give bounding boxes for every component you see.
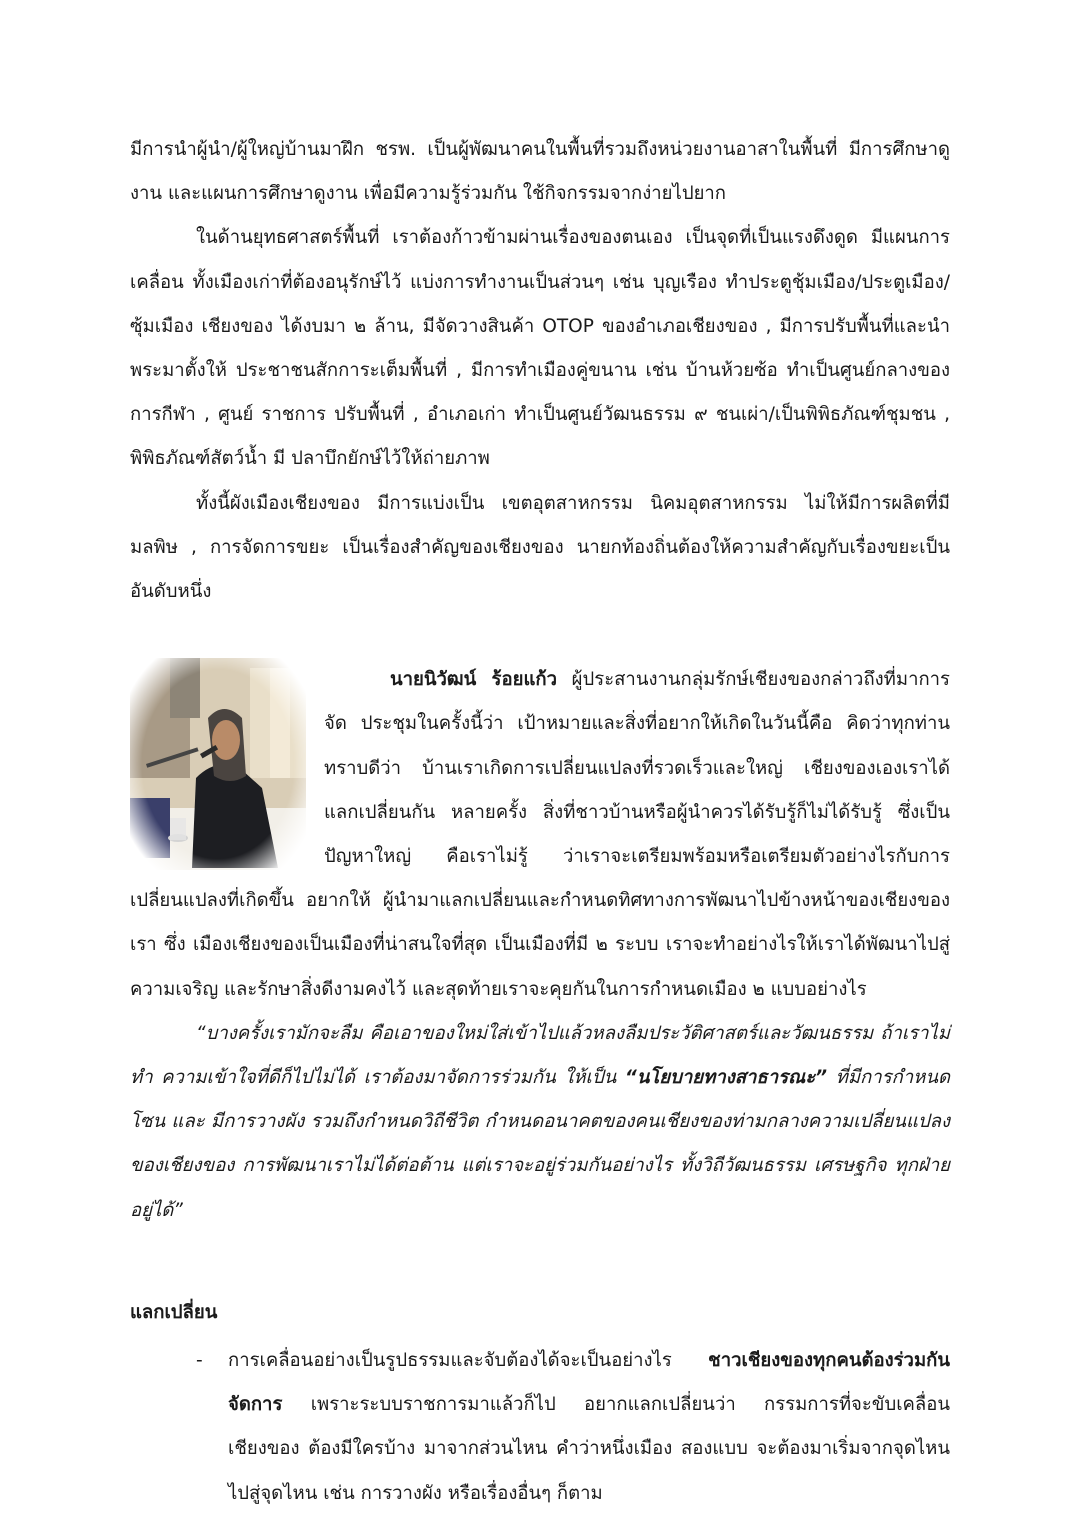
spacer [130,1233,950,1273]
speaker-section [130,658,950,1012]
paragraph-city-plan: ทั้งนี้ผังเมืองเชียงของ มีการแบ่งเป็น เขตอุตสาหกรรม นิคมอุตสาหกรรม ไม่ให้มีการผลิตที่มีมลพิษ , การจัดการขยะ เป็นเรื่องสำคัญของเชียงของ นายกท้องถิ่นต้องให้ความสำคัญกับเรื่องขยะเป็นอันดับหนึ่ง [130,492,950,603]
section-heading: แลกเปลี่ยน [130,1301,218,1323]
speaker-name: นายนิวัฒน์ ร้อยแก้ว [390,669,557,691]
paragraph-training: มีการนำผู้นำ/ผู้ใหญ่บ้านมาฝึก ชรพ. เป็นผู้พัฒนาคนในพื้นที่รวมถึงหน่วยงานอาสาในพื้นที่ มีการศึกษาดูงาน และแผนการศึกษาดูงาน เพื่อมีความรู้ร่วมกัน ใช้กิจกรรมจากง่ายไปยาก [130,139,950,205]
bullet-dash: - [196,1350,203,1372]
quote-text-part2: ที่มีการกำหนดโซน และ มีการวางผัง รวมถึงกำหนดวิถีชีวิต กำหนดอนาคตของคนเชียงของท่ามกลางความเปลี่ยนแปลงของเชียงของ การพัฒนาเราไม่ได้ต่อต้าน แต่เราจะอยู่ร่วมกันอย่างไร ทั้งวิถีวัฒนธรรม เศรษฐกิจ ทุกฝ่ายอยู่ได้” [130,1067,950,1221]
document-body [130,128,950,1516]
speaker-text: ผู้ประสานงานกลุ่มรักษ์เชียงของกล่าวถึงที่มาการจัด ประชุมในครั้งนี้ว่า เป้าหมายและสิ่งที่อยากให้เกิดในวันนี้คือ คิดว่าทุกท่านทราบดีว่า บ้านเราเกิดการเปลี่ยนแปลงที่รวดเร็วและใหญ่ เชียงของเองเราได้แลกเปลี่ยนกัน หลายครั้ง สิ่งที่ชาวบ้านหรือผู้นำควรได้รับรู้ก็ไม่ได้รับรู้ ซึ่งเป็นปัญหาใหญ่ คือเราไม่รู้ ว่าเราจะเตรียมพร้อมหรือเตรียมตัวอย่างไรกับการเปลี่ยนแปลงที่เกิดขึ้น อยากให้ ผู้นำมาแลกเปลี่ยนและกำหนดทิศทางการพัฒนาไปข้างหน้าของเชียงของเรา ซึ่ง เมืองเชียงของเป็นเมืองที่น่าสนใจที่สุด เป็นเมืองที่มี ๒ ระบบ เราจะทำอย่างไรให้เราได้พัฒนาไปสู่ความเจริญ และรักษาสิ่งดีงามคงไว้ และสุดท้ายเราจะคุยกันในการกำหนดเมือง ๒ แบบอย่างไร [130,669,950,1000]
bullet-emphasis: ชาวเชียงของทุกคนต้องร่วมกัน จัดการ [228,1350,950,1416]
speaker-photo [130,658,306,870]
bullet-text-part2: เพราะระบบราชการมาแล้วก็ไป อยากแลกเปลี่ยนว่า กรรมการที่จะขับเคลื่อนเชียงของ ต้องมีใครบ้าง มาจากส่วนไหน คำว่าหนึ่งเมือง สองแบบ จะต้องมาเริ่มจากจุดไหนไปสู่จุดไหน เช่น การวางผัง หรือเรื่องอื่นๆ ก็ตาม [228,1394,950,1504]
speaker-photo-illustration [130,658,306,870]
list-item [130,1339,950,1516]
quote-text-part1: “บางครั้งเรามักจะลืม คือเอาของใหม่ใส่เข้าไปแล้วหลงลืมประวัติศาสตร์และวัฒนธรรม ถ้าเราไม่ทำ ความเข้าใจที่ดีก็ไปไม่ได้ เราต้องมาจัดการร่วมกัน ให้เป็น [130,1022,950,1089]
bullet-text-part1: การเคลื่อนอย่างเป็นรูปธรรมและจับต้องได้จะเป็นอย่างไร [228,1350,709,1372]
speaker-quote [130,1012,950,1233]
paragraph-area-strategy: ในด้านยุทธศาสตร์พื้นที่ เราต้องก้าวข้ามผ่านเรื่องของตนเอง เป็นจุดที่เป็นแรงดึงดูด มีแผนการเคลื่อน ทั้งเมืองเก่าที่ต้องอนุรักษ์ไว้ แบ่งการทำงานเป็นส่วนๆ เช่น บุญเรือง ทำประตูชุ้มเมือง/ประตูเมือง/ซุ้มเมือง เชียงของ ได้งบมา ๒ ล้าน, มีจัดวางสินค้า OTOP ของอำเภอเชียงของ , มีการปรับพื้นที่และนำพระมาตั้งให้ ประชาชนสักการะเต็มพื้นที่ , มีการทำเมืองคู่ขนาน เช่น บ้านห้วยซ้อ ทำเป็นศูนย์กลางของการกีฬา , ศูนย์ ราชการ ปรับพื้นที่ , อำเภอเก่า ทำเป็นศูนย์วัฒนธรรม ๙ ชนเผ่า/เป็นพิพิธภัณฑ์ชุมชน , พิพิธภัณฑ์สัตว์น้ำ มี ปลาบึกยักษ์ไว้ให้ถ่ายภาพ [130,227,950,470]
spacer [130,614,950,658]
quote-emphasis: “นโยบายทางสาธารณะ” [624,1067,828,1089]
